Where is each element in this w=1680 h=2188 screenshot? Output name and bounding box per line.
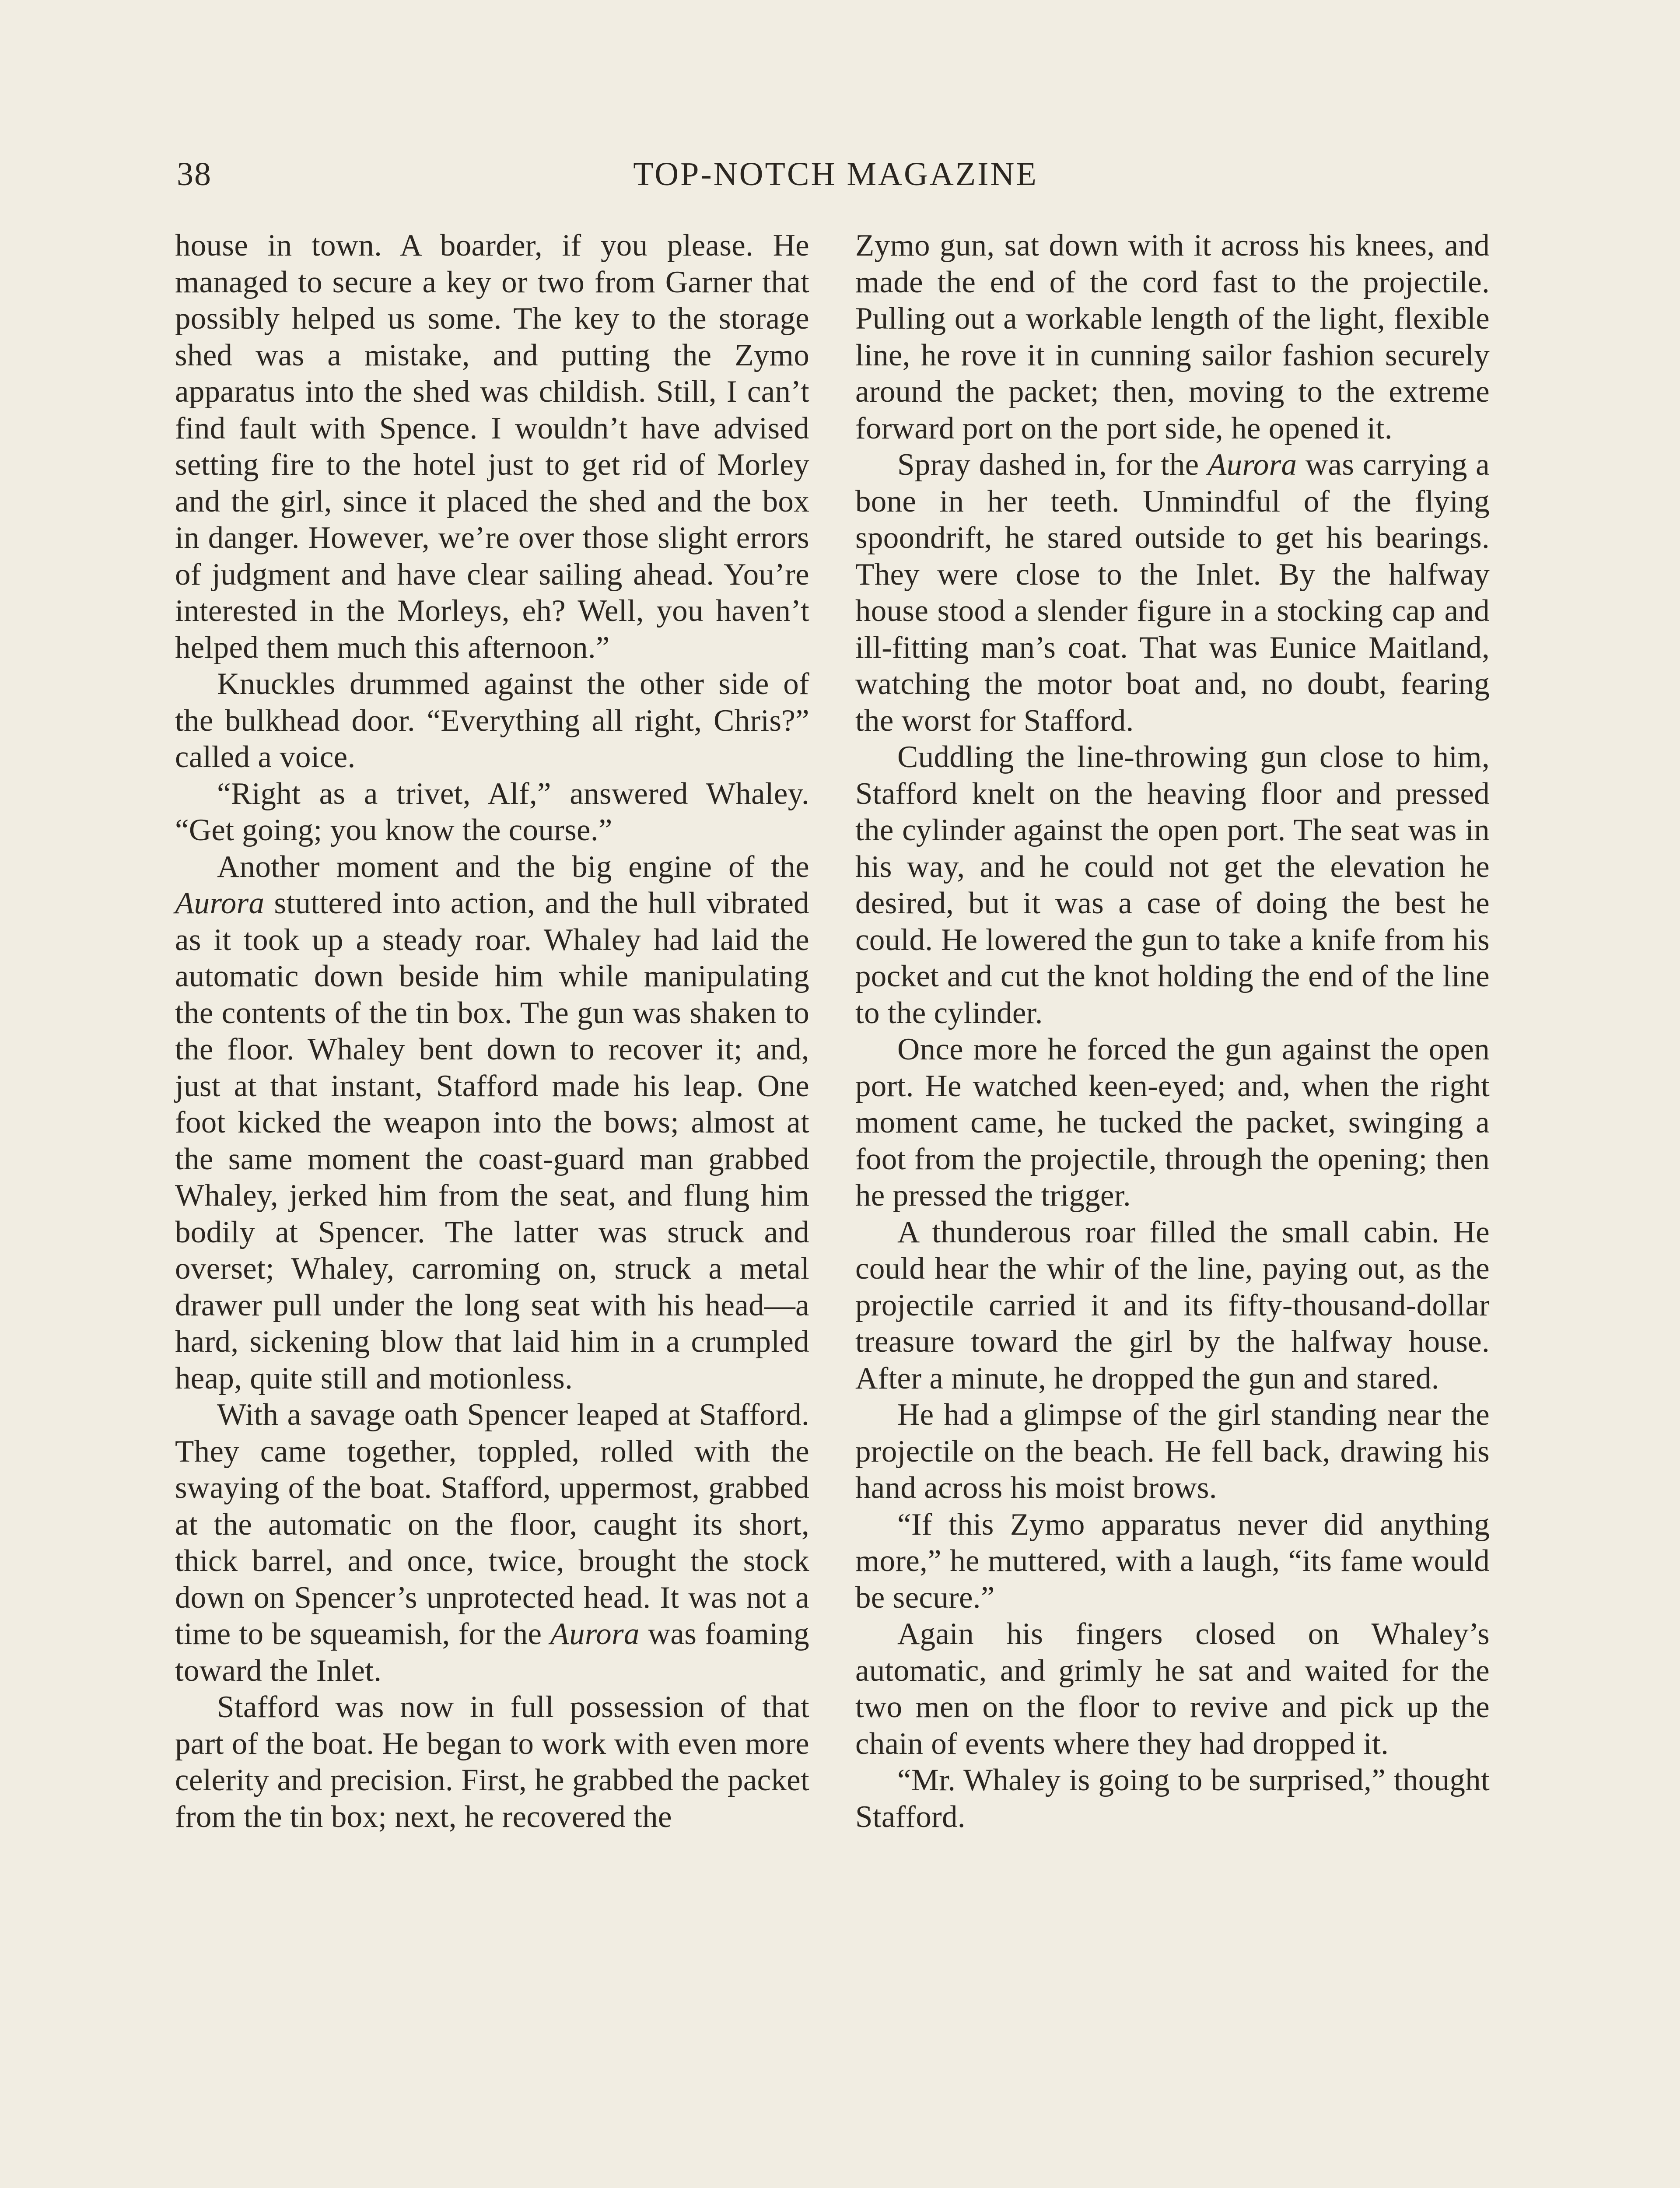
paragraph: Knuckles drummed against the other side of the bulkhead door. “Everything all right, Chris?” called a voice. [175,667,809,774]
paragraph: He had a glimpse of the girl standing near the projectile on the beach. He fell back, drawing his hand across his moist brows. [855,1398,1490,1505]
paragraph: “Right as a trivet, Alf,” answered Whaley. “Get going; you know the course.” [175,776,809,847]
paragraph: Zymo gun, sat down with it across his knees, and made the end of the cord fast to the projectile. Pulling out a workable length of the light, flexible line, he rove it in cunning sailor fashion securely around the packet; then, moving to the extreme forward port on the port side, he opened it. [855,228,1490,445]
page-header [0,152,1680,200]
paragraph: With a savage oath Spencer leaped at Stafford. They came together, toppled, rolled with the swaying of the boat. Stafford, uppermost, grabbed at the automatic on the floor, caught its short, thick barrel, and once, twice, brought the stock down on Spencer’s unprotected head. It was not a time to be squeamish, for the Aurora was foaming toward the Inlet. [175,1398,809,1688]
ship-name: Aurora [1208,448,1297,482]
paragraph: “Mr. Whaley is going to be surprised,” thought Stafford. [855,1763,1490,1834]
right-column [855,228,1490,1835]
paragraph: Another moment and the big engine of the Aurora stuttered into action, and the hull vibrated as it took up a steady roar. Whaley had laid the automatic down beside him while manipulating the contents of the tin box. The gun was shaken to the floor. Whaley bent down to recover it; and, just at that instant, Stafford made his leap. One foot kicked the weapon into the bows; almost at the same moment the coast-guard man grabbed Whaley, jerked him from the seat, and flung him bodily at Spencer. The latter was struck and overset; Whaley, carroming on, struck a metal drawer pull under the long seat with his head—a hard, sickening blow that laid him in a crumpled heap, quite still and motionless. [175,849,809,1396]
paragraph: A thunderous roar filled the small cabin. He could hear the whir of the line, paying out, as the projectile carried it and its fifty-thousand-dollar treasure toward the girl by the halfway house. After a minute, he dropped the gun and stared. [855,1215,1490,1396]
magazine-title: TOP-NOTCH MAGAZINE [633,156,1038,193]
paragraph: “If this Zymo apparatus never did anything more,” he muttered, with a laugh, “its fame would be secure.” [855,1507,1490,1615]
ship-name: Aurora [550,1617,640,1651]
paragraph: house in town. A boarder, if you please. He managed to secure a key or two from Garner that possibly helped us some. The key to the storage shed was a mistake, and putting the Zymo apparatus into the shed was childish. Still, I can’t find fault with Spence. I wouldn’t have advised setting fire to the hotel just to get rid of Morley and the girl, since it placed the shed and the box in danger. However, we’re over those slight errors of judgment and have clear sailing ahead. You’re interested in the Morleys, eh? Well, you haven’t helped them much this afternoon.” [175,228,809,665]
paragraph: Once more he forced the gun against the open port. He watched keen-eyed; and, when the right moment came, he tucked the packet, swinging a foot from the projectile, through the opening; then he pressed the trigger. [855,1032,1490,1213]
paragraph: Cuddling the line-throwing gun close to him, Stafford knelt on the heaving floor and pressed the cylinder against the open port. The seat was in his way, and he could not get the elevation he desired, but it was a case of doing the best he could. He lowered the gun to take a knife from his pocket and cut the knot holding the end of the line to the cylinder. [855,740,1490,1030]
paragraph: Spray dashed in, for the Aurora was carrying a bone in her teeth. Unmindful of the flying spoondrift, he stared outside to get his bearings. They were close to the Inlet. By the halfway house stood a slender figure in a stocking cap and ill-fitting man’s coat. That was Eunice Maitland, watching the motor boat and, no doubt, fearing the worst for Stafford. [855,448,1490,738]
paragraph: Again his fingers closed on Whaley’s automatic, and grimly he sat and waited for the two men on the floor to revive and pick up the chain of events where they had dropped it. [855,1617,1490,1761]
left-column [175,228,809,1835]
paragraph: Stafford was now in full possession of that part of the boat. He began to work with even more celerity and precision. First, he grabbed the packet from the tin box; next, he recovered the [175,1690,809,1834]
page-number: 38 [177,156,212,193]
ship-name: Aurora [175,886,265,920]
